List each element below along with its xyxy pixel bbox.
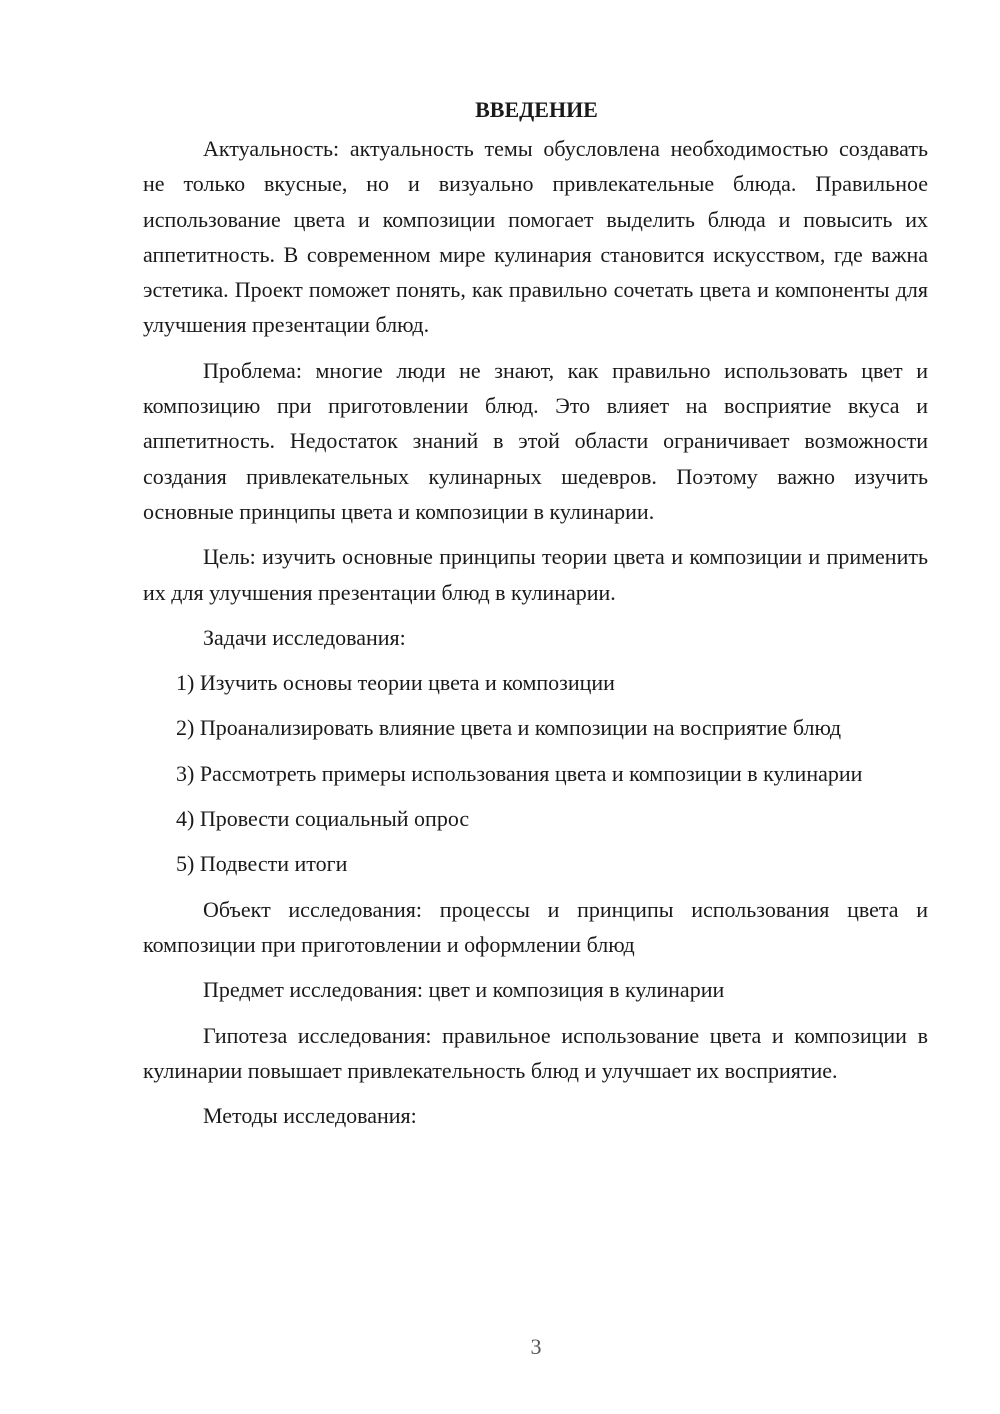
task-item-5: 5) Подвести итоги (176, 851, 348, 877)
task-item-3: 3) Рассмотреть примеры использования цвета и композиции в кулинарии (176, 760, 863, 786)
task-item-4: 4) Провести социальный опрос (176, 806, 470, 832)
paragraph-tasks-heading: Задачи исследования: (203, 624, 406, 650)
paragraph-goal: Цель: изучить основные принципы теории цвета и композиции и применить их для улучшения презентации блюд в кулинарии. (143, 544, 928, 605)
section-title: ВВЕДЕНИЕ (475, 97, 598, 122)
paragraph-problem: Проблема: многие люди не знают, как правильно использовать цвет и композицию при приготовлении блюд. Это влияет на восприятие вкуса и аппетитность. Недостаток знаний в этой области ограничивает возможности создания привлекательных кулинарных шедевров. Поэтому важно изучить основные принципы цвета и композиции в кулинарии. (143, 357, 928, 524)
page-number: 3 (530, 1334, 542, 1359)
task-item-1: 1) Изучить основы теории цвета и композиции (176, 670, 615, 696)
paragraph-relevance: Актуальность: актуальность темы обусловлена необходимостью создавать не только вкусные, но и визуально привлекательные блюда. Правильное использование цвета и композиции помогает выделить блюда и повысить их аппетитность. В современном мире кулинария становится искусством, где важна эстетика. Проект поможет понять, как правильно сочетать цвета и компоненты для улучшения презентации блюд. (143, 136, 928, 338)
task-item-2: 2) Проанализировать влияние цвета и композиции на восприятие блюд (176, 715, 842, 741)
paragraph-object: Объект исследования: процессы и принципы использования цвета и композиции при приготовлении и оформлении блюд (143, 896, 928, 957)
document-page (143, 92, 928, 1143)
paragraph-subject: Предмет исследования: цвет и композиция в кулинарии (203, 977, 725, 1003)
paragraph-methods: Методы исследования: (203, 1103, 417, 1129)
paragraph-hypothesis: Гипотеза исследования: правильное использование цвета и композиции в кулинарии повышает привлекательность блюд и улучшает их восприятие. (143, 1022, 928, 1083)
